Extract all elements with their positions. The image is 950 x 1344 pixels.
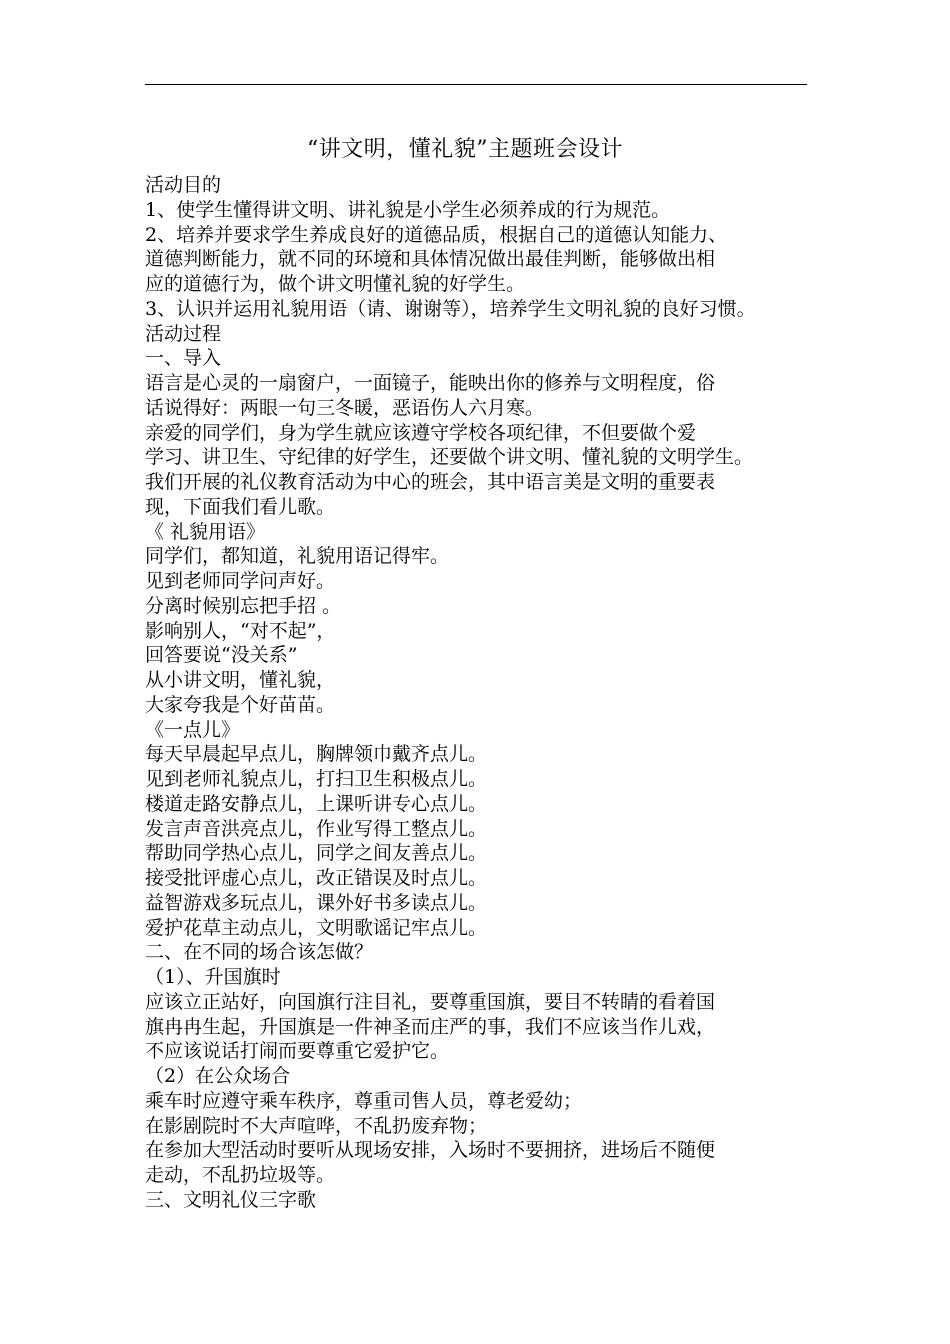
text-line: 语言是心灵的一扇窗户，一面镜子，能映出你的修养与文明程度，俗: [145, 372, 716, 394]
text-line: 接受批评虚心点儿，改正错误及时点儿。: [145, 867, 488, 889]
text-line: 一、导入: [145, 347, 222, 370]
text-line: 见到老师礼貌点儿，打扫卫生积极点儿。: [145, 768, 488, 790]
text-line: 影响别人，“对不起”，: [145, 619, 336, 642]
text-line: 活动目的: [145, 174, 222, 196]
text-line: 活动过程: [145, 322, 222, 345]
text-line: 3、认识并运用礼貌用语（请、谢谢等），培养学生文明礼貌的良好习惯。: [145, 297, 756, 320]
text-line: 现，下面我们看儿歌。: [145, 495, 336, 518]
text-line: 大家夸我是个好苗苗。: [145, 693, 336, 716]
text-line: 应该立正站好，向国旗行注目礼，要尊重国旗，要目不转睛的看着国: [145, 990, 716, 1013]
text-line: 二、在不同的场合该怎做？: [145, 941, 374, 964]
text-line: 分离时候别忘把手招 。: [145, 594, 342, 617]
text-line: 《一点儿》: [145, 718, 241, 741]
text-line: 2、培养并要求学生养成良好的道德品质，根据自己的道德认知能力、: [145, 223, 728, 246]
text-line: 每天早晨起早点儿，胸牌领巾戴齐点儿。: [145, 743, 488, 766]
document-title: “讲文明，懂礼貌”主题班会设计: [307, 137, 623, 162]
text-line: （2）在公众场合: [145, 1065, 291, 1087]
text-line: 我们开展的礼仪教育活动为中心的班会，其中语言美是文明的重要表: [145, 471, 716, 493]
document-body: [145, 173, 810, 1213]
text-line: 同学们，都知道，礼貌用语记得牢。: [145, 545, 450, 568]
text-line: 走动，不乱扔垃圾等。: [145, 1164, 336, 1186]
text-line: 不应该说话打闹而要尊重它爱护它。: [145, 1040, 450, 1063]
text-line: 在影剧院时不大声喧哗，不乱扔废弃物；: [145, 1114, 488, 1137]
text-line: 应的道德行为，做个讲文明懂礼貌的好学生。: [145, 273, 526, 295]
text-line: 三、文明礼仪三字歌: [145, 1188, 317, 1211]
text-line: 道德判断能力，就不同的环境和具体情况做出最佳判断，能够做出相: [145, 248, 716, 271]
text-line: 乘车时应遵守乘车秩序，尊重司售人员，尊老爱幼；: [145, 1089, 583, 1112]
header-rule: [145, 84, 807, 85]
text-line: 爱护花草主动点儿，文明歌谣记牢点儿。: [145, 916, 488, 939]
document-page: [145, 0, 810, 1344]
text-line: 发言声音洪亮点儿，作业写得工整点儿。: [145, 817, 488, 840]
text-line: 在参加大型活动时要听从现场安排，入场时不要拥挤，进场后不随便: [145, 1139, 716, 1162]
text-line: 旗冉冉生起，升国旗是一件神圣而庄严的事，我们不应该当作儿戏，: [145, 1015, 716, 1038]
text-line: 回答要说“没关系”: [145, 644, 298, 667]
text-line: 学习、讲卫生、守纪律的好学生，还要做个讲文明、懂礼貌的文明学生。: [145, 446, 754, 469]
text-line: 楼道走路安静点儿，上课听讲专心点儿。: [145, 792, 488, 815]
text-line: 从小讲文明，懂礼貌，: [145, 669, 336, 691]
text-line: 话说得好：两眼一句三冬暖，恶语伤人六月寒。: [145, 396, 545, 419]
text-line: （1）、升国旗时: [145, 966, 281, 988]
text-line: 帮助同学热心点儿，同学之间友善点儿。: [145, 842, 488, 865]
text-line: 《 礼貌用语》: [145, 520, 266, 543]
text-line: 1、使学生懂得讲文明、讲礼貌是小学生必须养成的行为规范。: [145, 198, 671, 221]
text-line: 益智游戏多玩点儿，课外好书多读点儿。: [145, 891, 488, 914]
text-line: 亲爱的同学们，身为学生就应该遵守学校各项纪律，不但要做个爱: [145, 421, 697, 444]
text-line: 见到老师同学问声好。: [145, 570, 336, 592]
